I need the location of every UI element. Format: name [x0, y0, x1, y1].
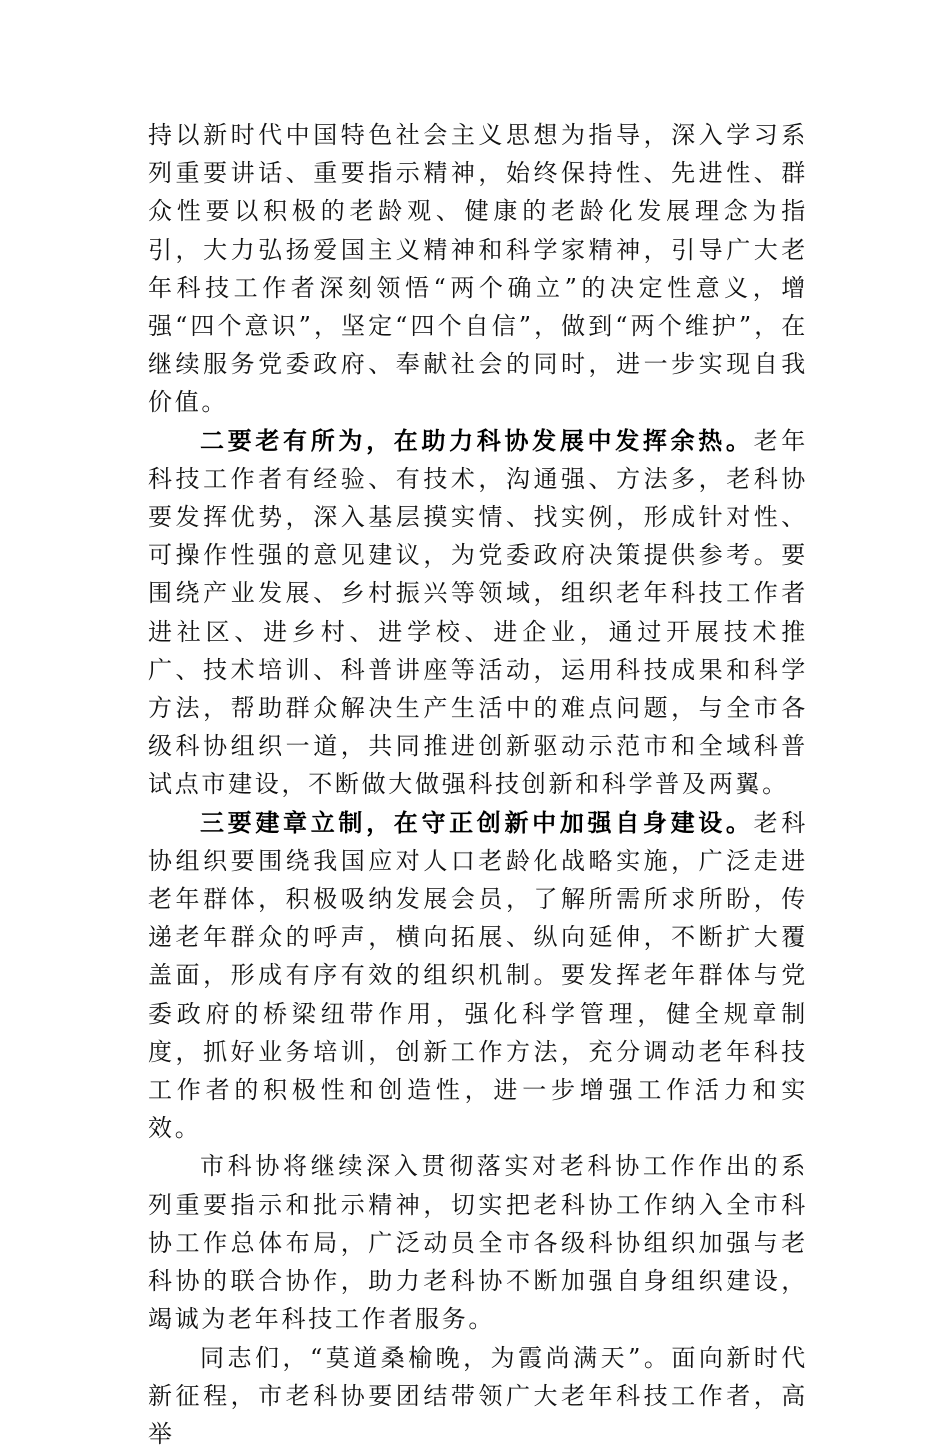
paragraph-5-text: 同志们，“莫道桑榆晚，为霞尚满天”。面向新时代新征程，市老科协要团结带领广大老年科技工作者，高举: [148, 1344, 808, 1448]
paragraph-3: [148, 804, 808, 1148]
paragraph-3-text: 老科协组织要围绕我国应对人口老龄化战略实施，广泛走进老年群体，积极吸纳发展会员，了解所需所求所盼，传递老年群众的呼声，横向拓展、纵向延伸，不断扩大覆盖面，形成有序有效的组织机制。要发挥老年群体与党委政府的桥梁纽带作用，强化科学管理，健全规章制度，抓好业务培训，创新工作方法，充分调动老年科技工作者的积极性和创造性，进一步增强工作活力和实效。: [148, 809, 808, 1143]
paragraph-2-text: 老年科技工作者有经验、有技术，沟通强、方法多，老科协要发挥优势，深入基层摸实情、找实例，形成针对性、可操作性强的意见建议，为党委政府决策提供参考。要围绕产业发展、乡村振兴等领域，组织老年科技工作者进社区、进乡村、进学校、进企业，通过开展技术推广、技术培训、科普讲座等活动，运用科技成果和科学方法，帮助群众解决生产生活中的难点问题，与全市各级科协组织一道，共同推进创新驱动示范市和全域科普试点市建设，不断做大做强科技创新和科学普及两翼。: [148, 427, 808, 799]
paragraph-1: [148, 116, 808, 422]
paragraph-3-heading: 三要建章立制，在守正创新中加强自身建设。: [200, 808, 754, 837]
document-body: [148, 116, 808, 1453]
paragraph-2: [148, 422, 808, 804]
paragraph-1-text: 持以新时代中国特色社会主义思想为指导，深入学习系列重要讲话、重要指示精神，始终保持性、先进性、群众性要以积极的老龄观、健康的老龄化发展理念为指引，大力弘扬爱国主义精神和科学家精神，引导广大老年科技工作者深刻领悟“两个确立”的决定性意义，增强“四个意识”，坚定“四个自信”，做到“两个维护”，在继续服务党委政府、奉献社会的同时，进一步实现自我价值。: [148, 121, 808, 416]
paragraph-4-text: 市科协将继续深入贯彻落实对老科协工作作出的系列重要指示和批示精神，切实把老科协工作纳入全市科协工作总体布局，广泛动员全市各级科协组织加强与老科协的联合协作，助力老科协不断加强自身组织建设，竭诚为老年科技工作者服务。: [148, 1152, 808, 1333]
paragraph-4: [148, 1147, 808, 1338]
paragraph-5: [148, 1339, 808, 1453]
paragraph-2-heading: 二要老有所为，在助力科协发展中发挥余热。: [200, 426, 754, 455]
